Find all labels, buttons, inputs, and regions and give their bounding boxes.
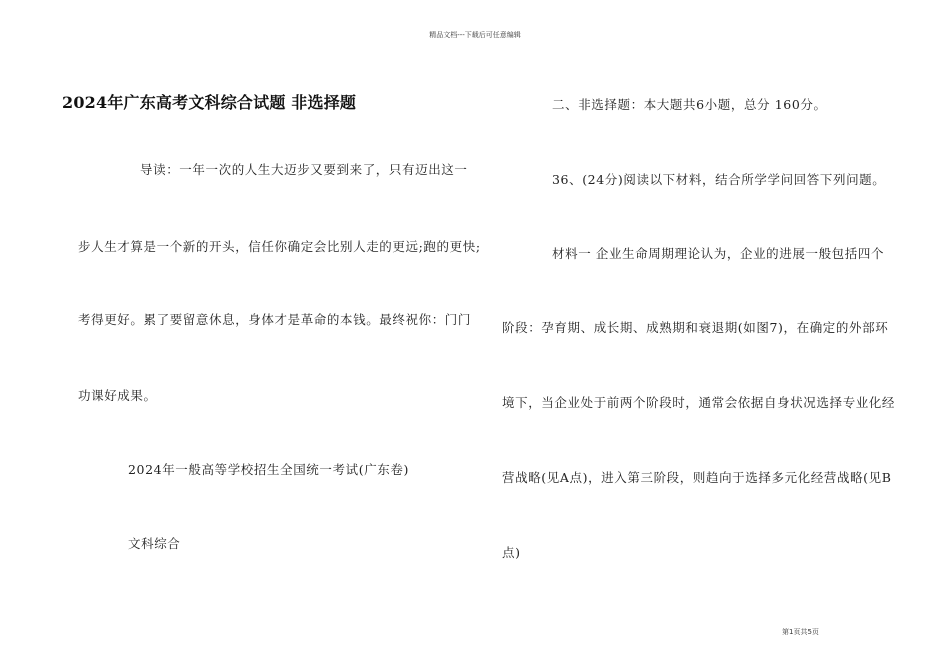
material-line: 境下，当企业处于前两个阶段时，通常会依据自身状况选择专业化经	[502, 395, 896, 410]
paragraph-line: 考得更好。累了要留意休息，身体才是革命的本钱。最终祝你：门门	[78, 312, 472, 327]
paragraph-line: 功课好成果。	[78, 388, 157, 403]
material-line: 营战略(见A点)，进入第三阶段，则趋向于选择多元化经营战略(见B	[502, 470, 892, 485]
material-line: 材料一 企业生命周期理论认为，企业的进展一般包括四个	[552, 246, 885, 261]
question-line: 36、(24分)阅读以下材料，结合所学学问回答下列问题。	[552, 172, 886, 187]
exam-name-line: 2024年一般高等学校招生全国统一考试(广东卷)	[128, 462, 409, 477]
material-line: 点)	[502, 545, 521, 560]
page-header-note: 精品文档---下载后可任意编辑	[429, 31, 521, 39]
paragraph-line: 步人生才算是一个新的开头，信任你确定会比别人走的更远;跑的更快;	[78, 239, 481, 254]
paragraph-line: 导读：一年一次的人生大迈步又要到来了，只有迈出这一	[140, 162, 468, 177]
document-title: 2024年广东高考文科综合试题 非选择题	[62, 93, 357, 112]
section-heading: 二、非选择题：本大题共6小题，总分 160分。	[552, 97, 827, 112]
subject-line: 文科综合	[128, 536, 181, 551]
material-line: 阶段：孕育期、成长期、成熟期和衰退期(如图7)，在确定的外部环	[502, 320, 889, 335]
page-number: 第1页共5页	[782, 628, 819, 636]
